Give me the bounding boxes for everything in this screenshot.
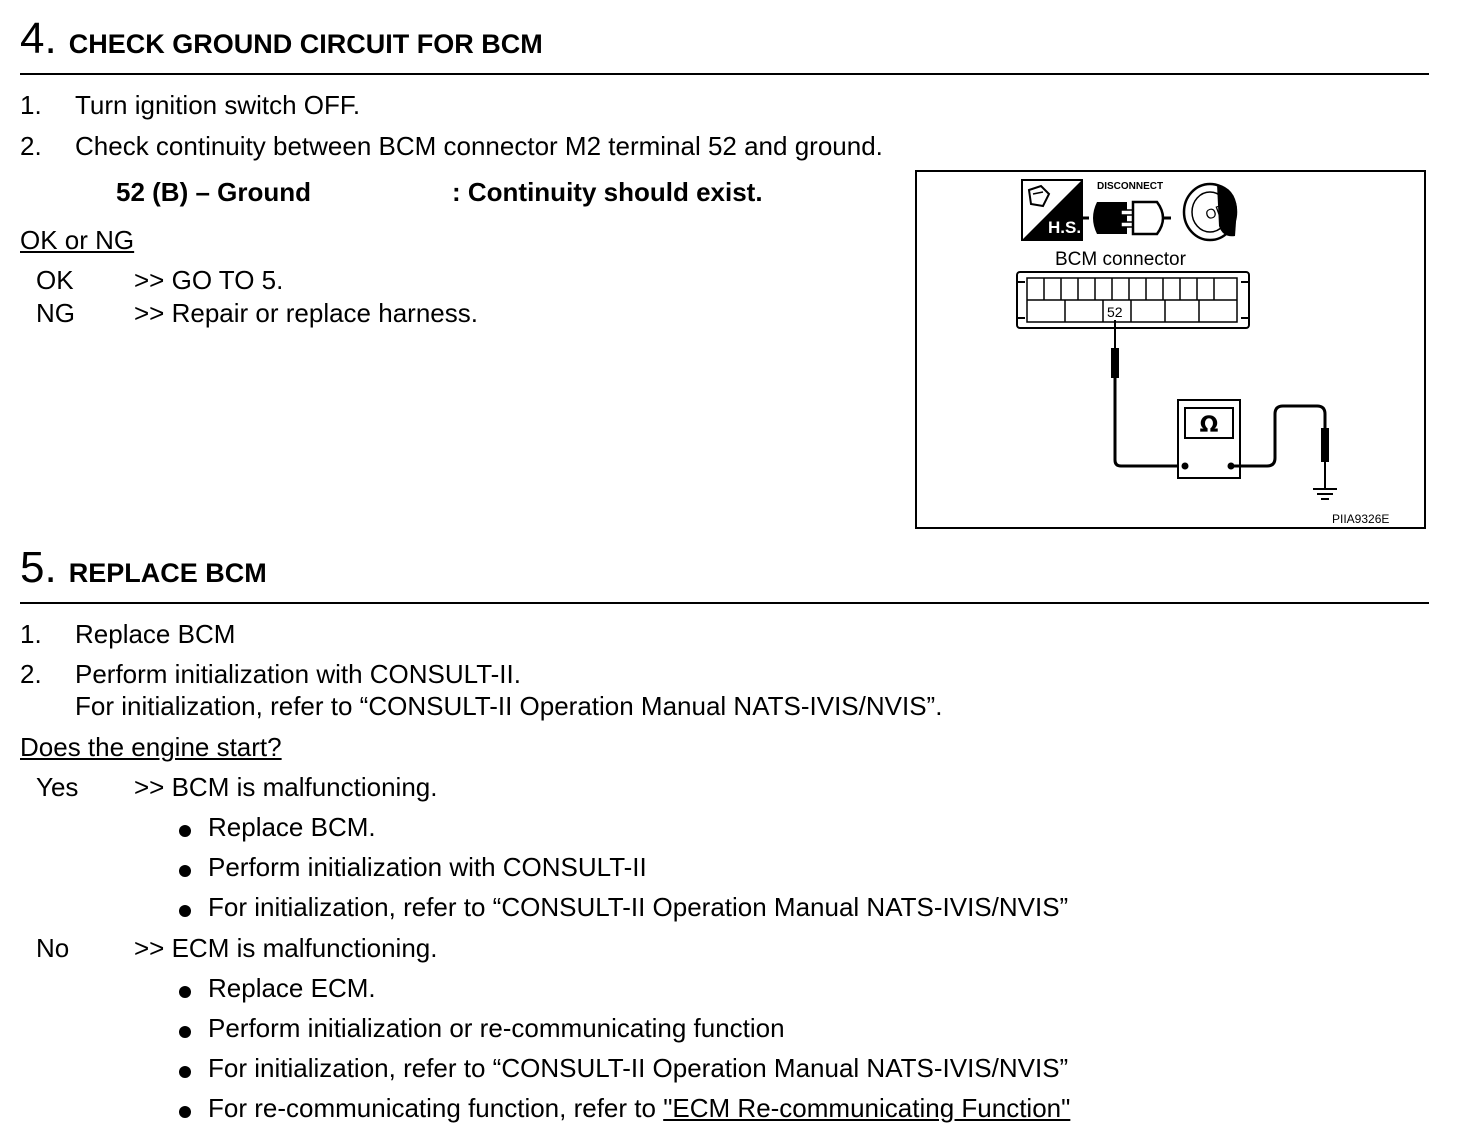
- yes-bullet-3: For initialization, refer to “CONSULT-II Operation Manual NATS-IVIS/NVIS”: [208, 892, 1069, 922]
- step-5-item-2-text: Perform initialization with CONSULT-II.: [75, 659, 521, 689]
- step-4-item-2-text: Check continuity between BCM connector M2 terminal 52 and ground.: [75, 131, 883, 161]
- ohmmeter: [1178, 400, 1240, 478]
- no-bullet-4-prefix: For re-communicating function, refer to: [208, 1093, 664, 1123]
- step-5-number: 5.: [20, 543, 57, 592]
- step-4-item-1-text: Turn ignition switch OFF.: [75, 90, 361, 120]
- step-5-item-1-num: 1.: [20, 619, 42, 649]
- ohm-symbol: Ω: [1199, 413, 1219, 438]
- bullet-icon: [179, 905, 191, 917]
- result-ng-label: NG: [36, 298, 75, 328]
- step-5-title: REPLACE BCM: [68, 558, 267, 588]
- result-ng-text: >> Repair or replace harness.: [134, 298, 478, 328]
- step-4-heading: [20, 14, 543, 64]
- step-5-divider: [20, 602, 1429, 604]
- tester-probe-positive: [1111, 320, 1185, 466]
- result-yes-label: Yes: [36, 772, 79, 802]
- result-ok-label: OK: [36, 265, 74, 295]
- result-no-label: No: [36, 933, 70, 963]
- figure-code: PIIA9326E: [1332, 512, 1390, 526]
- ground-icon: [1313, 489, 1337, 499]
- step-5-question: Does the engine start?: [20, 732, 282, 762]
- bcm-ground-check-figure: [915, 170, 1426, 529]
- bullet-icon: [179, 1106, 191, 1118]
- terminal-52-label: 52: [1107, 304, 1123, 320]
- disconnect-icon: [1083, 181, 1171, 234]
- bullet-icon: [179, 986, 191, 998]
- bcm-connector-label: BCM connector: [1055, 249, 1186, 270]
- step-4-divider: [20, 73, 1429, 75]
- spec-value: : Continuity should exist.: [452, 177, 763, 207]
- result-no-text: >> ECM is malfunctioning.: [134, 933, 438, 963]
- result-ok-text: >> GO TO 5.: [134, 265, 284, 295]
- yes-bullet-2: Perform initialization with CONSULT-II: [208, 852, 647, 882]
- step-5-heading: [20, 543, 267, 593]
- step-4-title: CHECK GROUND CIRCUIT FOR BCM: [68, 29, 543, 59]
- step-5-item-1-text: Replace BCM: [75, 619, 236, 649]
- no-bullet-3: For initialization, refer to “CONSULT-II Operation Manual NATS-IVIS/NVIS”: [208, 1053, 1069, 1083]
- no-bullet-1: Replace ECM.: [208, 973, 376, 1003]
- step-4-question: OK or NG: [20, 225, 135, 255]
- result-yes-text: >> BCM is malfunctioning.: [134, 772, 438, 802]
- no-bullet-2: Perform initialization or re-communicating function: [208, 1013, 785, 1043]
- step-5-item-2-subtext: For initialization, refer to “CONSULT-II Operation Manual NATS-IVIS/NVIS”.: [75, 691, 943, 721]
- bcm-connector: [1017, 272, 1249, 328]
- no-bullet-4: [208, 1093, 1070, 1124]
- hs-icon: [1022, 180, 1082, 240]
- ignition-off-label: OFF: [1203, 198, 1235, 223]
- tester-probe-ground: [1231, 406, 1329, 488]
- spec-terminal: 52 (B) – Ground: [116, 177, 312, 207]
- bullet-icon: [179, 825, 191, 837]
- ignition-off-icon: [1184, 184, 1237, 240]
- bullet-icon: [179, 1066, 191, 1078]
- ecm-recommunicating-link[interactable]: "ECM Re-communicating Function": [663, 1093, 1071, 1123]
- bullet-icon: [179, 865, 191, 877]
- step-4-item-1-num: 1.: [20, 90, 42, 120]
- yes-bullet-1: Replace BCM.: [208, 812, 376, 842]
- step-4-item-2-num: 2.: [20, 131, 42, 161]
- step-4-number: 4.: [20, 14, 57, 63]
- hs-icon-label: H.S.: [1048, 218, 1082, 237]
- disconnect-icon-label: DISCONNECT: [1097, 181, 1164, 192]
- bullet-icon: [179, 1026, 191, 1038]
- step-5-item-2-num: 2.: [20, 659, 42, 689]
